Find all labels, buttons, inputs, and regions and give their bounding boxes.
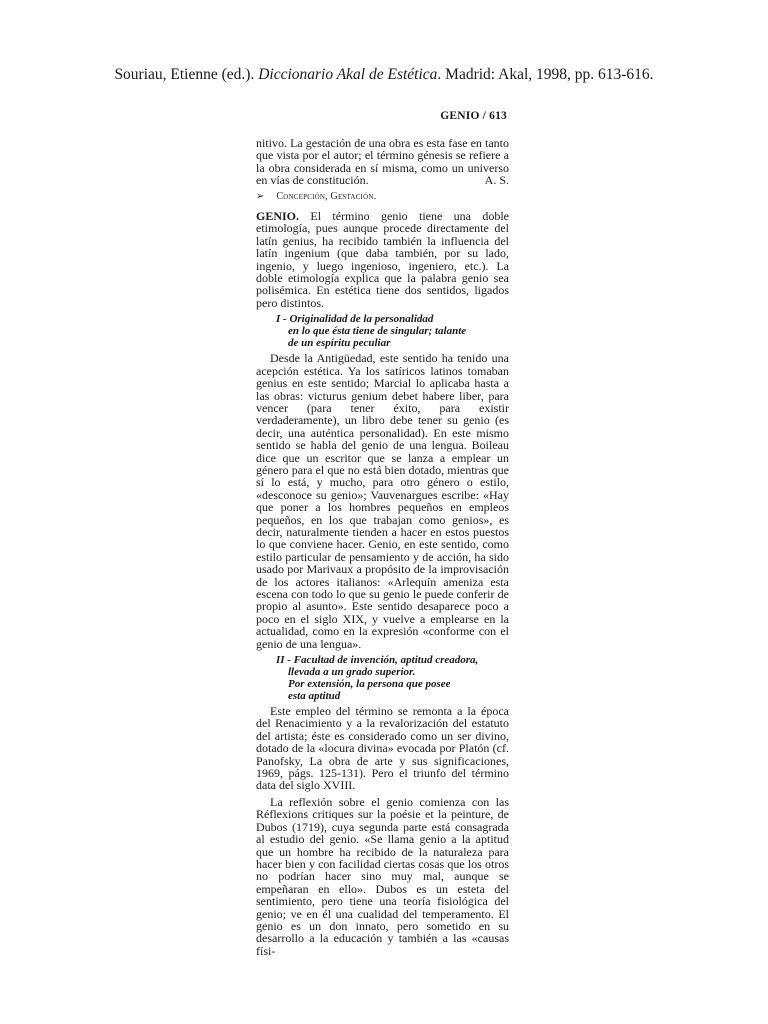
intro-paragraph: [256, 137, 509, 187]
section-1-heading-line: I - Originalidad de la personalidad: [276, 313, 434, 326]
see-also: [256, 191, 509, 203]
section-1-heading-line: de un espíritu peculiar: [288, 337, 391, 350]
section-2-paragraph: La reflexión sobre el genio comienza con las Réflexions critiques sur la poésie et la peinture, de Dubos (1719), cuya segunda parte está consagrada al estudio del genio. «Se llama genio a la aptitud que un hombre ha recibido de la naturaleza para hacer bien y con facilidad ciertas cosas que los otros no podrían hacer sino muy mal, aunque se empeñaran en ello». Dubos es un esteta del sentimiento, pero tiene una teoría fisiológica del genio; ve en él una cualidad del temperamento. El genio es un don innato, pero sometido en su desarrollo a la educación y también a las «causas físi-: [256, 794, 509, 958]
section-2-paragraph: Este empleo del término se remonta a la época del Renacimiento y a la revalorización del estatuto del artista; éste es considerado como un ser divino, dotado de la «locura divina» evocada por Platón (cf. Panofsky, La obra de arte y sus significaciones, 1969, págs. 125-131). Pero el triunfo del término data del siglo XVIII.: [256, 704, 509, 793]
section-2-heading-line: esta aptitud: [288, 690, 341, 703]
section-2-heading: [276, 654, 509, 702]
running-head: GENIO / 613: [440, 110, 507, 122]
citation-title: Diccionario Akal de Estética: [258, 66, 438, 83]
arrow-icon: ➢: [256, 190, 265, 202]
section-2-heading-line: Por extensión, la persona que posee: [288, 678, 451, 691]
citation-line: [0, 66, 768, 84]
headword: GENIO.: [256, 209, 300, 224]
text-column: [256, 137, 509, 957]
section-1-heading: [276, 313, 509, 349]
section-2-heading-line: II - Facultad de invención, aptitud creadora,: [276, 654, 479, 667]
section-1-paragraph: Desde la Antigüedad, este sentido ha tenido una acepción estética. Ya los satíricos latinos tomaban genius en este sentido; Marcial lo aplicaba hasta a las obras: victurus genium debet habere liber, para vencer (para tener éxito, para existir verdaderamente), un libro debe tener su genio (es decir, una auténtica personalidad). En este mismo sentido se habla del genio de una lengua. Boileau dice que un escritor que se lanza a emplear un género para el que no está bien dotado, mientras que sí lo está, y mucho, para otro género o estilo, «desconoce su genio»; Vauvenargues escribe: «Hay que poner a los hombres pequeños en empleos pequeños, en los que trabajan como genios», es decir, naturalmente tienden a hacer en estos puestos lo que conviene hacer. Genio, en este sentido, como estilo particular de pensamiento y de acción, ha sido usado por Marivaux a propósito de la improvisación de los actores italianos: «Arlequín ameniza esta escena con todo lo que su genio le puede conferir de propio al asunto». Este sentido desaparece poco a poco en el siglo XIX, y vuelve a emplearse en la actualidad, como en la expresión «conforme con el genio de una lengua».: [256, 351, 509, 651]
see-also-text: Concepción, Gestación.: [276, 190, 377, 202]
intro-text: nitivo. La gestación de una obra es esta fase en tanto que vista por el autor; el término génesis se refiere a la obra considerada en sí misma, como un universo en vías de constitución.: [256, 136, 509, 188]
author-initials: A. S.: [484, 173, 509, 188]
entry-definition: El término genio tiene una doble etimología, pues aunque procede directamente del latín genius, ha recibido también la influencia del latín ingenium (que daba también, por su lado, ingenio, y luego ingenioso, ingeniero, etc.). La doble etimología explica que la palabra genio sea polisémica. En estética tiene dos sentidos, ligados pero distintos.: [256, 209, 509, 310]
section-1-heading-line: en lo que ésta tiene de singular; talante: [288, 325, 467, 338]
citation-publisher: . Madrid: Akal, 1998, pp. 613-616.: [437, 66, 654, 83]
section-2-heading-line: llevada a un grado superior.: [288, 666, 416, 679]
entry-paragraph: [256, 210, 509, 309]
citation-author: Souriau, Etienne (ed.).: [114, 66, 255, 83]
